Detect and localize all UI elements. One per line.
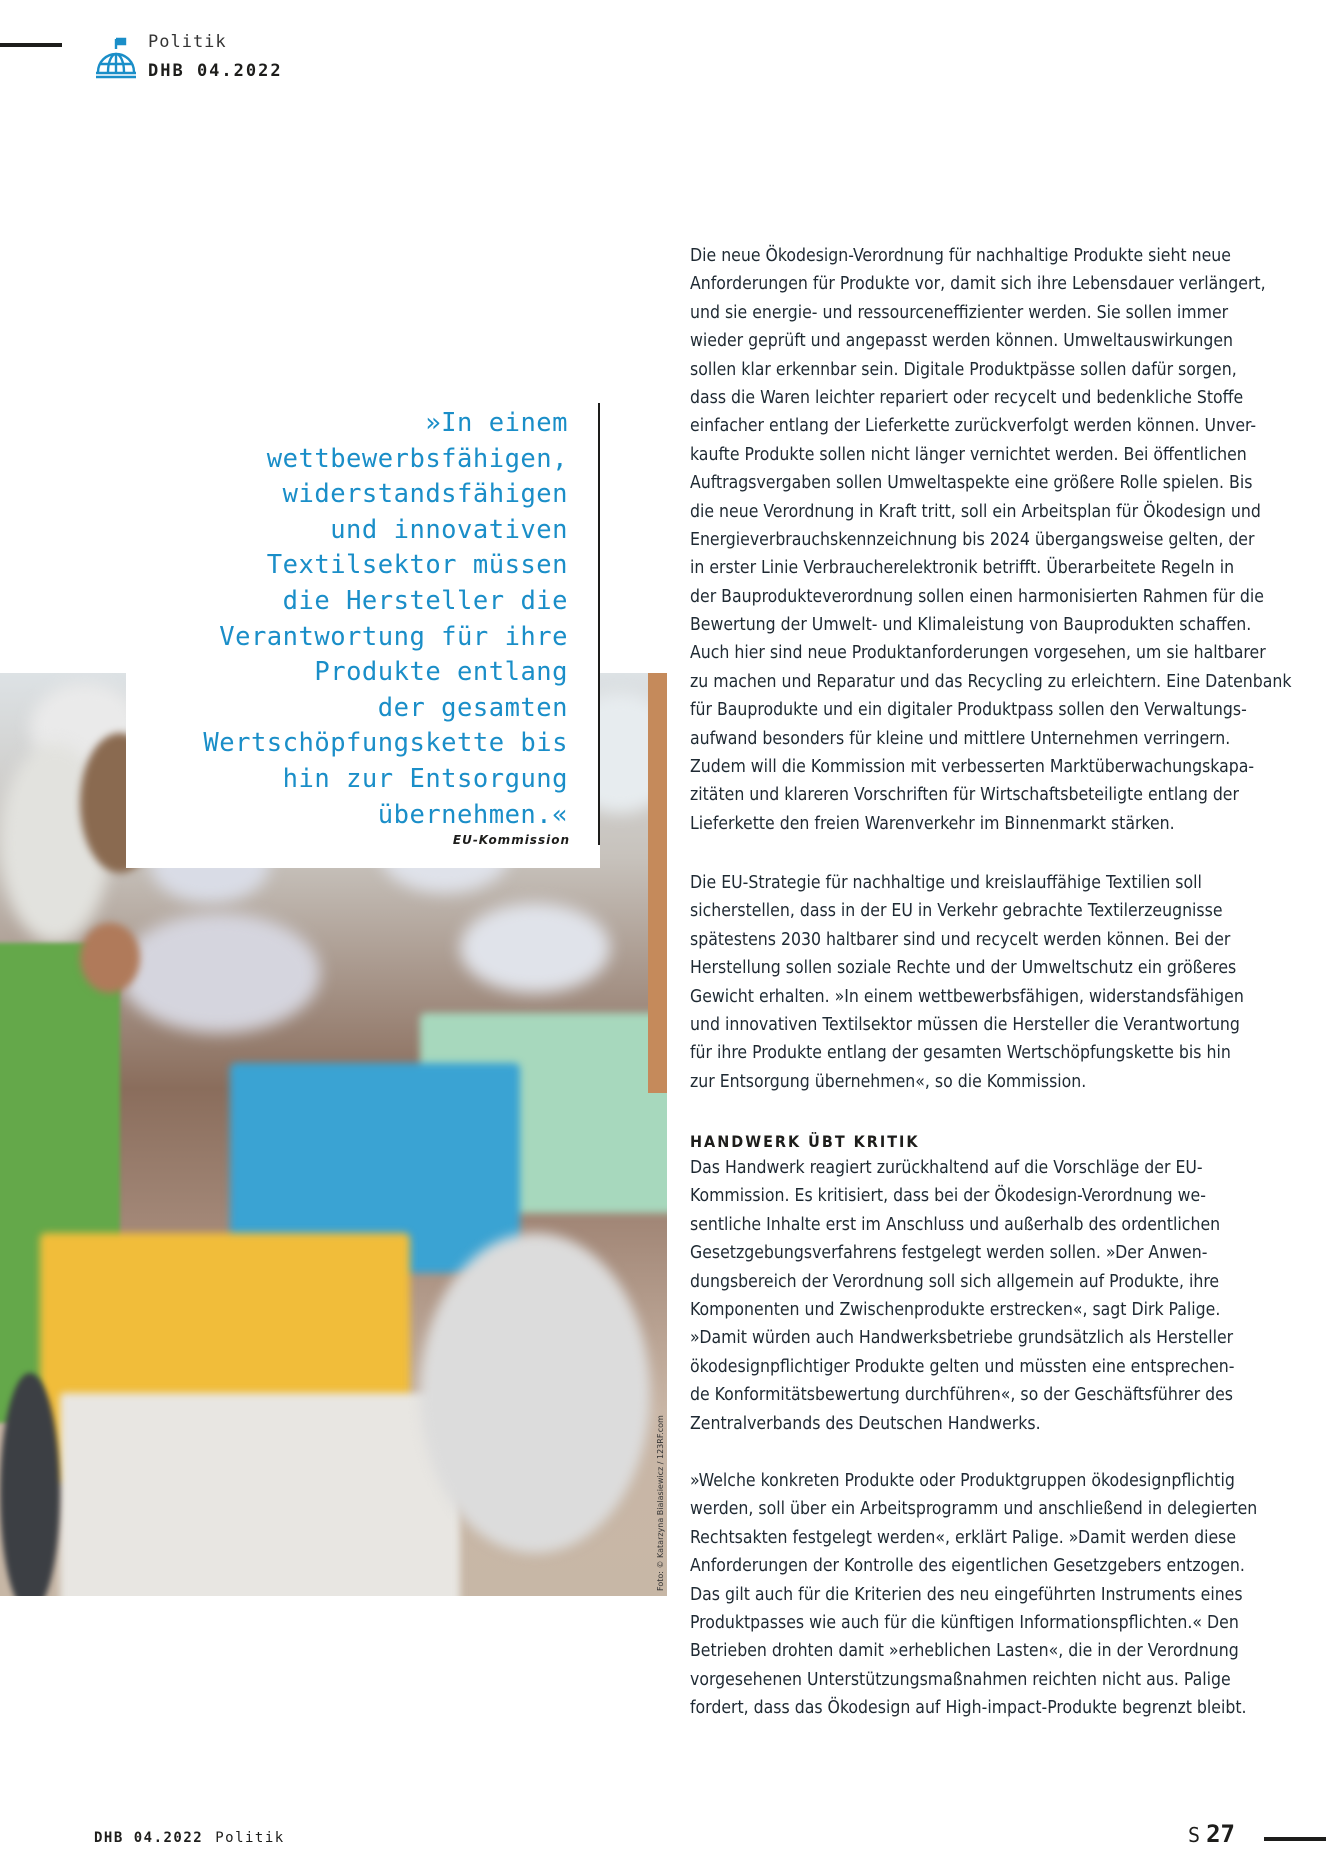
text-line: dass die Waren leichter repariert oder recycelt und bedenkliche Stoffe: [690, 387, 1244, 408]
page-number: [1188, 1820, 1235, 1848]
text-line: wieder geprüft und angepasst werden können. Umweltauswirkungen: [690, 331, 1234, 352]
text-line: kaufte Produkte sollen nicht länger vernichtet werden. Bei öffentlichen: [690, 444, 1247, 465]
pull-quote-source: EU-Kommission: [452, 833, 570, 847]
text-line: Herstellung sollen soziale Rechte und der Umweltschutz ein größeres: [690, 958, 1237, 979]
text-line: der Bauprodukteverordnung sollen einen harmonisierten Rahmen für die: [690, 586, 1264, 607]
text-line: zitäten und klareren Vorschriften für Wirtschaftsbeteiligte entlang der: [690, 785, 1239, 806]
text-line: Komponenten und Zwischenprodukte erstrecken«, sagt Dirk Palige.: [690, 1299, 1221, 1320]
text-line: Produktpasses wie auch für die künftigen Informationspflichten.« Den: [690, 1612, 1239, 1633]
footer-left: [94, 1830, 285, 1846]
quote-line: wettbewerbsfähigen,: [266, 443, 568, 474]
page-prefix: S: [1188, 1823, 1201, 1847]
quote-line: widerstandsfähigen: [282, 479, 568, 510]
text-line: Zudem will die Kommission mit verbesserten Marktüberwachungskapa-: [690, 757, 1255, 778]
text-line: Rechtsakten festgelegt werden«, erklärt Palige. »Damit werden diese: [690, 1527, 1237, 1548]
text-line: Bewertung der Umwelt- und Klimaleistung von Bauprodukten schaffen.: [690, 615, 1252, 636]
text-line: sollen klar erkennbar sein. Digitale Produktpässe sollen dafür sorgen,: [690, 359, 1237, 380]
quote-line: Verantwortung für ihre: [219, 621, 568, 652]
footer-issue: DHB 04.2022: [94, 1830, 204, 1846]
text-line: einfacher entlang der Lieferkette zurückverfolgt werden können. Unver-: [690, 416, 1257, 437]
quote-line: der gesamten: [377, 692, 568, 723]
pull-quote-rule: [598, 403, 600, 845]
text-line: Anforderungen für Produkte vor, damit sich ihre Lebensdauer verlängert,: [690, 274, 1266, 295]
article-paragraph-3: [690, 1154, 1235, 1438]
quote-line: hin zur Entsorgung: [282, 763, 568, 794]
quote-line: übernehmen.«: [377, 799, 568, 830]
text-line: vorgesehenen Unterstützungsmaßnahmen reichten nicht aus. Palige: [690, 1669, 1231, 1690]
footer-rule: [1264, 1837, 1326, 1841]
text-line: aufwand besonders für kleine und mittlere Unternehmen verringern.: [690, 728, 1231, 749]
text-line: Kommission. Es kritisiert, dass bei der Ökodesign-Verordnung we-: [690, 1186, 1206, 1207]
text-line: »Welche konkreten Produkte oder Produktgruppen ökodesignpflichtig: [690, 1471, 1235, 1491]
pull-quote: [126, 396, 600, 868]
pull-quote-text: [126, 406, 568, 833]
text-line: Die neue Ökodesign-Verordnung für nachhaltige Produkte sieht neue: [690, 246, 1231, 266]
text-line: zur Entsorgung übernehmen«, so die Kommission.: [690, 1071, 1087, 1092]
article-paragraph-4: [690, 1467, 1258, 1723]
quote-line: die Hersteller die: [282, 585, 568, 616]
quote-line: und innovativen: [330, 514, 568, 545]
text-line: für Bauprodukte und ein digitaler Produktpass sollen den Verwaltungs-: [690, 700, 1247, 721]
text-line: sentliche Inhalte erst im Anschluss und außerhalb des ordentlichen: [690, 1214, 1221, 1235]
text-line: Auch hier sind neue Produktanforderungen vorgesehen, um sie haltbarer: [690, 643, 1266, 664]
wooden-post: [648, 673, 667, 1093]
text-line: in erster Linie Verbraucherelektronik betrifft. Überarbeitete Regeln in: [690, 558, 1235, 579]
text-line: Gewicht erhalten. »In einem wettbewerbsfähigen, widerstandsfähigen: [690, 986, 1244, 1007]
text-line: Auftragsvergaben sollen Umweltaspekte eine größere Rolle spielen. Bis: [690, 473, 1253, 494]
quote-line: »In einem: [425, 408, 568, 438]
text-line: Das Handwerk reagiert zurückhaltend auf die Vorschläge der EU-: [690, 1158, 1203, 1178]
text-line: die neue Verordnung in Kraft tritt, soll ein Arbeitsplan für Ökodesign und: [690, 501, 1261, 522]
text-line: sicherstellen, dass in der EU in Verkehr gebrachte Textilerzeugnisse: [690, 901, 1223, 922]
text-line: fordert, dass das Ökodesign auf High-impact-Produkte begrenzt bleibt.: [690, 1698, 1247, 1719]
text-line: Anforderungen der Kontrolle des eigentlichen Gesetzgebers entzogen.: [690, 1556, 1245, 1577]
text-line: und sie energie- und ressourceneffizienter werden. Sie sollen immer: [690, 302, 1229, 323]
government-building-icon: [94, 36, 138, 80]
subheading: HANDWERK ÜBT KRITIK: [690, 1132, 920, 1151]
article-paragraph-1: [690, 242, 1292, 838]
quote-line: Wertschöpfungskette bis: [203, 728, 568, 759]
header-rule: [0, 43, 62, 47]
text-line: spätestens 2030 haltbarer sind und recycelt werden können. Bei der: [690, 929, 1231, 950]
text-line: Gesetzgebungsverfahrens festgelegt werden sollen. »Der Anwen-: [690, 1243, 1208, 1264]
text-line: ökodesignpflichtiger Produkte gelten und müssten eine entsprechen-: [690, 1356, 1235, 1377]
text-line: Zentralverbands des Deutschen Handwerks.: [690, 1413, 1041, 1434]
quote-line: Textilsektor müssen: [266, 550, 568, 581]
text-line: für ihre Produkte entlang der gesamten Wertschöpfungskette bis hin: [690, 1043, 1231, 1064]
text-line: de Konformitätsbewertung durchführen«, so der Geschäftsführer des: [690, 1385, 1234, 1406]
text-line: Energieverbrauchskennzeichnung bis 2024 übergangsweise gelten, der: [690, 529, 1255, 550]
photo-credit: Foto: © Katarzyna Bialasiewicz / 123RF.com: [656, 1415, 665, 1591]
text-line: Die EU-Strategie für nachhaltige und kreislauffähige Textilien soll: [690, 873, 1202, 893]
text-line: dungsbereich der Verordnung soll sich allgemein auf Produkte, ihre: [690, 1271, 1220, 1292]
footer-section: Politik: [215, 1830, 285, 1846]
text-line: zu machen und Reparatur und das Recycling zu erleichtern. Eine Datenbank: [690, 671, 1292, 692]
header-section-label: Politik: [148, 32, 227, 52]
text-line: und innovativen Textilsektor müssen die Hersteller die Verantwortung: [690, 1014, 1240, 1035]
text-line: Betrieben drohten damit »erheblichen Lasten«, die in der Verordnung: [690, 1641, 1239, 1662]
text-line: Das gilt auch für die Kriterien des neu eingeführten Instruments eines: [690, 1584, 1243, 1605]
text-line: »Damit würden auch Handwerksbetriebe grundsätzlich als Hersteller: [690, 1328, 1234, 1349]
page-number-value: 27: [1206, 1820, 1235, 1848]
quote-line: Produkte entlang: [314, 657, 568, 688]
text-line: werden, soll über ein Arbeitsprogramm und anschließend in delegierten: [690, 1499, 1258, 1520]
text-line: Lieferkette den freien Warenverkehr im Binnenmarkt stärken.: [690, 813, 1175, 834]
article-paragraph-2: [690, 869, 1244, 1096]
header-issue-label: DHB 04.2022: [148, 61, 283, 81]
